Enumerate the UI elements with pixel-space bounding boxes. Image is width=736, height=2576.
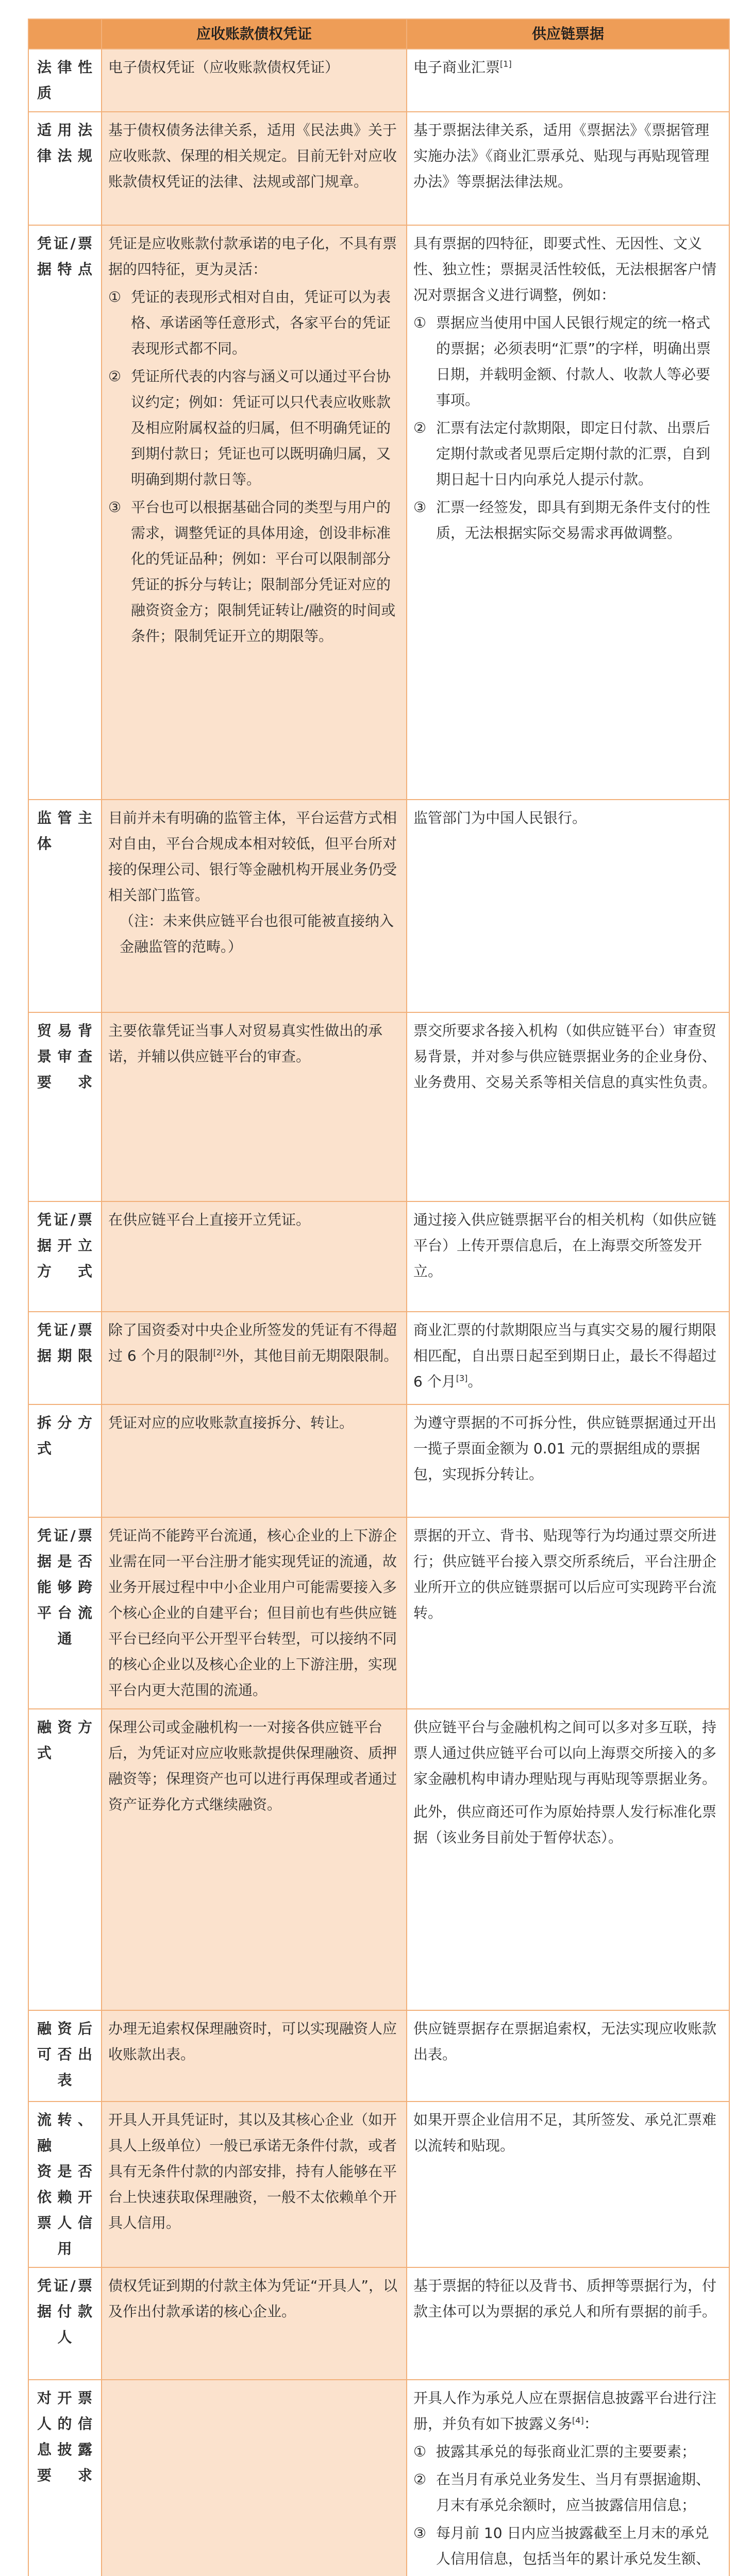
voucher-cell [102, 2267, 407, 2380]
bill-cell [407, 2102, 729, 2267]
voucher-cell [102, 2010, 407, 2102]
row-label [28, 1012, 102, 1201]
bill-cell [407, 225, 729, 800]
voucher-cell [102, 2380, 407, 2576]
list-item-number: ③ [413, 2524, 427, 2541]
bill-cell [407, 2267, 729, 2380]
cell-text: 基于票据的特征以及背书、质押等票据行为，付款主体可以为票据的承兑人和所有票据的前手。 [413, 2277, 717, 2320]
footnote-ref: [3] [456, 1373, 468, 1383]
cell-text: 凭证对应的应收账款直接拆分、转让。 [108, 1414, 354, 1431]
cell-text-main: 商业汇票的付款期限应当与真实交易的履行期限相匹配，自出票日起至到期日止，最长不得超过 6 个月 [413, 1321, 717, 1390]
cell-text: 主要依靠凭证当事人对贸易真实性做出的承诺，并辅以供应链平台的审查。 [108, 1022, 383, 1065]
bill-cell [407, 1404, 729, 1517]
list-item [413, 415, 723, 493]
row-label-line: 人的信 [37, 2415, 93, 2432]
cell-text: 在供应链平台上直接开立凭证。 [108, 1211, 311, 1228]
cell-text: 监管部门为中国人民银行。 [413, 809, 587, 826]
row-label [28, 1517, 102, 1709]
list-item [413, 2520, 723, 2576]
row-label-line: 票人信 [37, 2214, 93, 2231]
row-label-line: 融资后 [37, 2020, 93, 2037]
cell-text: 如果开票企业信用不足，其所签发、承兑汇票难以流转和贴现。 [413, 2111, 717, 2154]
row-label-line: 质 [37, 84, 53, 101]
voucher-cell [102, 1404, 407, 1517]
row-label-line: 平台流 [37, 1604, 93, 1621]
cell-text: 票据的开立、背书、贴现等行为均通过票交所进行；供应链平台接入票交所系统后，平台注册企业所开立的供应链票据可以后应可实现跨平台流转。 [413, 1527, 717, 1621]
table-header-row [28, 19, 729, 49]
cell-text: 开具人开具凭证时，其以及其核心企业（如开具人上级单位）一般已承诺无条件付款，或者具有无条件付款的内部安排，持有人能够在平台上快速获取保理融资，一般不太依赖单个开具人信用。 [108, 2111, 397, 2231]
row-label-line: 据是否 [37, 1553, 93, 1570]
cell-text: 基于票据法律关系，适用《票据法》《票据管理实施办法》《商业汇票承兑、贴现与再贴现管理办法》等票据法律法规。 [413, 122, 710, 190]
list-item [108, 284, 400, 362]
voucher-cell [102, 1012, 407, 1201]
row-label [28, 2102, 102, 2267]
table-row-disclosure [28, 2380, 729, 2576]
bill-cell [407, 2380, 729, 2576]
bill-cell [407, 2010, 729, 2102]
header-corner-cell [28, 19, 102, 49]
cell-note: （注：未来供应链平台也很可能被直接纳入金融监管的范畴。） [120, 912, 394, 955]
list-item [108, 364, 400, 493]
row-label-line: 景审查 [37, 1048, 93, 1065]
header-supply-chain-bill: 供应链票据 [407, 19, 729, 49]
cell-text: 此外，供应商还可作为原始持票人发行标准化票据（该业务目前处于暂停状态）。 [413, 1803, 717, 1846]
row-label [28, 49, 102, 112]
table-row-financing-method [28, 1709, 729, 2010]
row-label [28, 112, 102, 225]
cell-text: 目前并未有明确的监管主体，平台运营方式相对自由，平台合规成本相对较低，但平台所对接的保理公司、银行等金融机构开展业务仍受相关部门监管。 [108, 809, 397, 904]
cell-text-main: 电子商业汇票 [413, 59, 500, 76]
cell-text-tail: 。 [467, 1373, 482, 1390]
cell-text: 票交所要求各接入机构（如供应链平台）审查贸易背景，并对参与供应链票据业务的企业身份、业务费用、交易关系等相关信息的真实性负责。 [413, 1022, 717, 1091]
bill-cell [407, 1517, 729, 1709]
list-item-text: 凭证的表现形式相对自由，凭证可以为表格、承诺函等任意形式，各家平台的凭证表现形式都不同。 [131, 289, 391, 357]
row-label-line: 凭证/票 [37, 235, 93, 252]
row-label-line: 适用法 [37, 122, 93, 139]
row-label-line: 据特点 [37, 261, 93, 278]
bill-cell [407, 1709, 729, 2010]
row-label-line: 资是否 [37, 2163, 93, 2180]
footnote-ref: [2] [213, 1347, 225, 1358]
list-item-text: 在当月有承兑业务发生、当月有票据逾期、月末有承兑余额时，应当披露信用信息； [436, 2471, 711, 2514]
table-row-applicable-law [28, 112, 729, 225]
row-label-line: 要求 [37, 1074, 93, 1091]
voucher-cell [102, 1709, 407, 2010]
list-item-text: 汇票一经签发，即具有到期无条件支付的性质，无法根据实际交易需求再做调整。 [436, 499, 711, 541]
row-label-line: 人 [57, 2329, 73, 2346]
cell-text: 债权凭证到期的付款主体为凭证“开具人”，以及作出付款承诺的核心企业。 [108, 2277, 398, 2320]
row-label [28, 1709, 102, 2010]
cell-text [108, 1317, 400, 1369]
row-label-line: 用 [57, 2240, 73, 2257]
cell-text [413, 55, 723, 80]
cell-text-main: 开具人作为承兑人应在票据信息披露平台进行注册，并负有如下披露义务 [413, 2389, 717, 2432]
row-label-line: 流转、融 [37, 2111, 93, 2154]
list-item-number: ③ [108, 499, 122, 516]
row-label [28, 2267, 102, 2380]
header-receivables-voucher: 应收账款债权凭证 [102, 19, 407, 49]
bill-cell [407, 1312, 729, 1404]
row-label-line: 方式 [37, 1263, 93, 1280]
list-item [108, 495, 400, 649]
row-label-line: 要求 [37, 2467, 93, 2484]
row-label-line: 据期限 [37, 1347, 93, 1364]
cell-text: 通过接入供应链票据平台的相关机构（如供应链平台）上传开票信息后，在上海票交所签发开立。 [413, 1211, 717, 1280]
row-label-line: 贸易背 [37, 1022, 93, 1039]
row-label-line: 可否出 [37, 2046, 93, 2063]
row-label-line: 凭证/票 [37, 2277, 93, 2294]
list-item [413, 2467, 723, 2518]
footnote-ref: [1] [500, 59, 512, 69]
list-item-text: 平台也可以根据基础合同的类型与用户的需求，调整凭证的具体用途，创设非标准化的凭证品种；例如：平台可以限制部分凭证的拆分与转让；限制部分凭证对应的融资资金方；限制凭证转让/融资的时间或条件；限制凭证开立的期限等。 [131, 499, 396, 645]
cell-intro: 凭证是应收账款付款承诺的电子化，不具有票据的四特征，更为灵活： [108, 235, 397, 278]
list-item-text: 凭证所代表的内容与涵义可以通过平台协议约定；例如：凭证可以只代表应收账款及相应附属权益的归属，但不明确凭证的到期付款日；凭证也可以既明确归属，又明确到期付款日等。 [131, 368, 391, 488]
cell-text: 保理公司或金融机构一一对接各供应链平台后，为凭证对应应收账款提供保理融资、质押融资等；保理资产也可以进行再保理或者通过资产证券化方式继续融资。 [108, 1719, 397, 1813]
row-label-line: 监管主 [37, 809, 93, 826]
list-item-number: ② [108, 368, 122, 385]
voucher-cell [102, 225, 407, 800]
cell-text: 电子债权凭证（应收账款债权凭证） [108, 59, 340, 76]
cell-text: 基于债权债务法律关系，适用《民法典》关于应收账款、保理的相关规定。目前无针对应收账款债权凭证的法律、法规或部门规章。 [108, 122, 397, 190]
row-label [28, 2380, 102, 2576]
cell-text-tail: 外，其他目前无期限限制。 [225, 1347, 398, 1364]
table-row-split-method [28, 1404, 729, 1517]
list-item-number: ② [413, 419, 427, 436]
cell-text-tail: ： [583, 2415, 598, 2432]
comparison-table [28, 19, 730, 2576]
row-label-line: 式 [37, 1744, 53, 1761]
list-item-number: ① [108, 289, 122, 306]
cell-text: 为遵守票据的不可拆分性，供应链票据通过开出一揽子票面金额为 0.01 元的票据组成的票据包，实现拆分转让。 [413, 1414, 717, 1483]
table-row-cross-platform [28, 1517, 729, 1709]
cell-intro [413, 2385, 723, 2437]
list-item-text: 每月前 10 日内应当披露截至上月末的承兑人信用信息，包括当年的累计承兑发生额、 [436, 2524, 711, 2567]
row-label-line: 据付款 [37, 2303, 93, 2320]
row-label-line: 凭证/票 [37, 1527, 93, 1544]
list-item-number: ① [413, 314, 427, 331]
footnote-ref: [4] [572, 2415, 584, 2426]
row-label [28, 800, 102, 1012]
table-row-regulator [28, 800, 729, 1012]
row-label-line: 能够跨 [37, 1579, 93, 1596]
bill-cell [407, 1012, 729, 1201]
cell-text-main: 除了国资委对中央企业所签发的凭证有不得超过 6 个月的限制 [108, 1321, 397, 1364]
voucher-cell [102, 1201, 407, 1312]
cell-text: 凭证尚不能跨平台流通，核心企业的上下游企业需在同一平台注册才能实现凭证的流通，故业务开展过程中中小企业用户可能需要接入多个核心企业的自建平台；但目前也有些供应链平台已经向平公开型平台转型，可以接纳不同的核心企业以及核心企业的上下游注册，实现平台内更大范围的流通。 [108, 1527, 397, 1699]
table-row-characteristics [28, 225, 729, 800]
table-row-legal-nature [28, 49, 729, 112]
cell-text: 供应链票据存在票据追索权，无法实现应收账款出表。 [413, 2020, 717, 2063]
voucher-cell [102, 1312, 407, 1404]
row-label-line: 通 [57, 1630, 73, 1647]
row-label-line: 凭证/票 [37, 1321, 93, 1338]
table-row-term [28, 1312, 729, 1404]
row-label-line: 体 [37, 835, 53, 852]
list-item [413, 495, 723, 546]
row-label [28, 2010, 102, 2102]
row-label [28, 1312, 102, 1404]
row-label-line: 表 [57, 2072, 73, 2089]
row-label-line: 融资方 [37, 1719, 93, 1736]
row-label-line: 律法规 [37, 147, 93, 164]
row-label-line: 法律性 [37, 59, 93, 76]
bill-cell [407, 49, 729, 112]
voucher-cell [102, 2102, 407, 2267]
table-row-trade-background-review [28, 1012, 729, 1201]
row-label-line: 凭证/票 [37, 1211, 93, 1228]
list-item-text: 汇票有法定付款期限，即定日付款、出票后定期付款或者见票后定期付款的汇票，自到期日起十日内向承兑人提示付款。 [436, 419, 711, 488]
list-item-text: 票据应当使用中国人民银行规定的统一格式的票据；必须表明“汇票”的字样，明确出票日期，并载明金额、付款人、收款人等必要事项。 [436, 314, 711, 409]
cell-text: 供应链平台与金融机构之间可以多对多互联，持票人通过供应链平台可以向上海票交所接入的多家金融机构申请办理贴现与再贴现等票据业务。 [413, 1719, 717, 1787]
list-item [413, 2439, 723, 2465]
list-item-number: ① [413, 2443, 427, 2460]
row-label-line: 依赖开 [37, 2189, 93, 2206]
row-label [28, 225, 102, 800]
row-label-line: 拆分方 [37, 1414, 93, 1431]
list-item-text: 披露其承兑的每张商业汇票的主要要素； [436, 2443, 696, 2460]
table-row-off-balance-sheet [28, 2010, 729, 2102]
bill-cell [407, 1201, 729, 1312]
voucher-cell [102, 800, 407, 1012]
row-label [28, 1201, 102, 1312]
list-item [413, 310, 723, 413]
bill-cell [407, 800, 729, 1012]
voucher-cell [102, 49, 407, 112]
row-label-line: 式 [37, 1440, 53, 1457]
table-row-issuer-credit-dependence [28, 2102, 729, 2267]
cell-text [413, 1317, 723, 1395]
row-label-line: 息披露 [37, 2441, 93, 2458]
row-label [28, 1404, 102, 1517]
list-item-number: ③ [413, 499, 427, 516]
table-row-payer [28, 2267, 729, 2380]
cell-intro: 具有票据的四特征，即要式性、无因性、文义性、独立性；票据灵活性较低，无法根据客户情况对票据含义进行调整，例如： [413, 235, 717, 303]
cell-text: 办理无追索权保理融资时，可以实现融资人应收账款出表。 [108, 2020, 397, 2063]
row-label-line: 据开立 [37, 1237, 93, 1254]
row-label-line: 对开票 [37, 2389, 93, 2406]
voucher-cell [102, 112, 407, 225]
table-row-issuance-method [28, 1201, 729, 1312]
bill-cell [407, 112, 729, 225]
voucher-cell [102, 1517, 407, 1709]
list-item-number: ② [413, 2471, 427, 2488]
